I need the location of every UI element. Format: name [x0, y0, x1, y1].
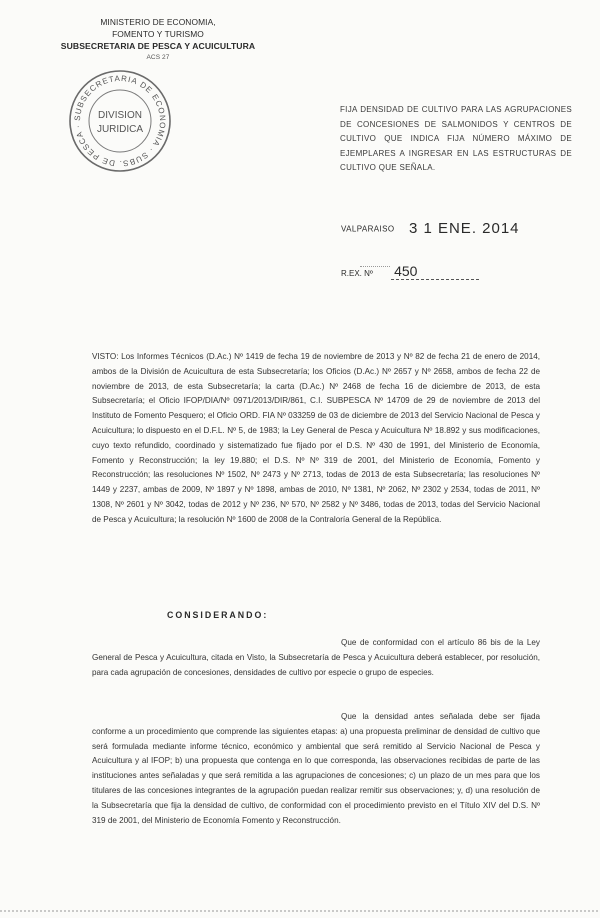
page-bottom-marks [0, 908, 600, 916]
stamp-ring-text: SUBSECRETARIA DE ECONOMIA · SUBS. DE PESCA · [72, 73, 168, 169]
subsecretaria-line: SUBSECRETARIA DE PESCA Y ACUICULTURA [60, 41, 256, 51]
considerando-paragraph-2: Que la densidad antes señalada debe ser fijada conforme a un procedimiento que comprende las siguientes etapas: a) una propuesta preliminar de densidad de cultivo que será formulada mediante informe técnico, económico y ambiental que será remitido al Servicio Nacional de Pesca y Acuicultura y al IFOP; b) una propuesta que contenga en lo que corresponda, las observaciones recibidas de parte de las instituciones antes señaladas y que será remitida a las agrupaciones de concesiones; c) un plazo de un mes para que los titulares de las concesiones integrantes de la agrupación puedan realizar remitir sus observaciones; y, d) una resolución de la Subsecretaría que fija la densidad de cultivo, de conformidad con el procedimiento previsto en el Título XIV del D.S. Nº 319 de 2001, del Ministerio de Economía Fomento y Reconstrucción. [92, 712, 540, 825]
stamp-line-2: JURIDICA [96, 124, 144, 135]
letterhead [58, 16, 258, 64]
document-code: ACS 27 [146, 54, 170, 61]
date-place: VALPARAISO [341, 224, 395, 234]
date-value: 3 1 ENE. 2014 [408, 220, 520, 238]
ministry-line-2: FOMENTO Y TURISMO [112, 29, 204, 39]
resolution-number: 450 [391, 263, 479, 280]
resolution-label: R.EX. Nº [341, 269, 373, 278]
considerando-heading: CONSIDERANDO: [167, 610, 269, 620]
resolution-title: FIJA DENSIDAD DE CULTIVO PARA LAS AGRUPACIONES DE CONCESIONES DE SALMONIDOS Y CENTROS DE CULTIVO QUE INDICA FIJA NÚMERO MÁXIMO DE EJEMPLARES A INGRESAR EN LAS ESTRUCTURAS DE CULTIVO QUE SEÑALA. [340, 105, 572, 173]
considerando-paragraph-1: Que de conformidad con el artículo 86 bis de la Ley General de Pesca y Acuicultura, citada en Visto, la Subsecretaría de Pesca y Acuicultura deberá establecer, por resolución, para cada agrupación de concesiones, densidades de cultivo por especie o grupo de especies. [92, 638, 540, 677]
visto-paragraph: VISTO: Los Informes Técnicos (D.Ac.) Nº 1419 de fecha 19 de noviembre de 2013 y Nº 82 de fecha 21 de enero de 2014, ambos de la División de Acuicultura de esta Subsecretaría; los Oficios (D.Ac.) Nº 2657 y Nº 2658, ambos de fecha 22 de noviembre de 2013, de esta Subsecretaría; la carta (D.Ac.) Nº 2468 de fecha 16 de diciembre de 2013, de esta Subsecretaría; el Oficio IFOP/DIA/Nº 0971/2013/DIR/861, C.I. SUBPESCA Nº 14709 de 29 de noviembre de 2013 del Instituto de Fomento Pesquero; el Oficio ORD. FIA Nº 033259 de 03 de diciembre de 2013 del Servicio Nacional de Pesca y Acuicultura; lo dispuesto en el D.F.L. Nº 5, de 1983; la Ley General de Pesca y Acuicultura Nº 18.892 y sus modificaciones, cuyo texto refundido, coordinado y sistematizado fue fijado por el D.S. Nº 430 de 1991, del Ministerio de Economía, Fomento y Reconstrucción; la ley 19.880; el D.S. Nº Nº 319 de 2001, del Ministerio de Economía, Fomento y Reconstrucción; las resoluciones Nº 1502, Nº 2473 y Nº 2713, todas de 2013 de esta Subsecretaría; las resoluciones Nº 1449 y 2237, ambas de 2009, Nº 1897 y Nº 1898, ambas de 2010, Nº 1381, Nº 2062, Nº 2302 y 2534, todas de 2011, Nº 1308, Nº 2601 y Nº 3042, todas de 2012 y Nº 236, Nº 570, Nº 2582 y Nº 3486, todas de 2013, todas del Servicio Nacional de Pesca y Acuicultura; la resolución Nº 1600 de 2008 de la Contraloría General de la República. [92, 352, 540, 524]
stamp-line-1: DIVISION [98, 110, 142, 121]
resolution-number-line [341, 263, 479, 280]
division-juridica-stamp [65, 66, 175, 176]
date-line [341, 220, 520, 238]
ministry-line: MINISTERIO DE ECONOMIA, [100, 17, 216, 27]
